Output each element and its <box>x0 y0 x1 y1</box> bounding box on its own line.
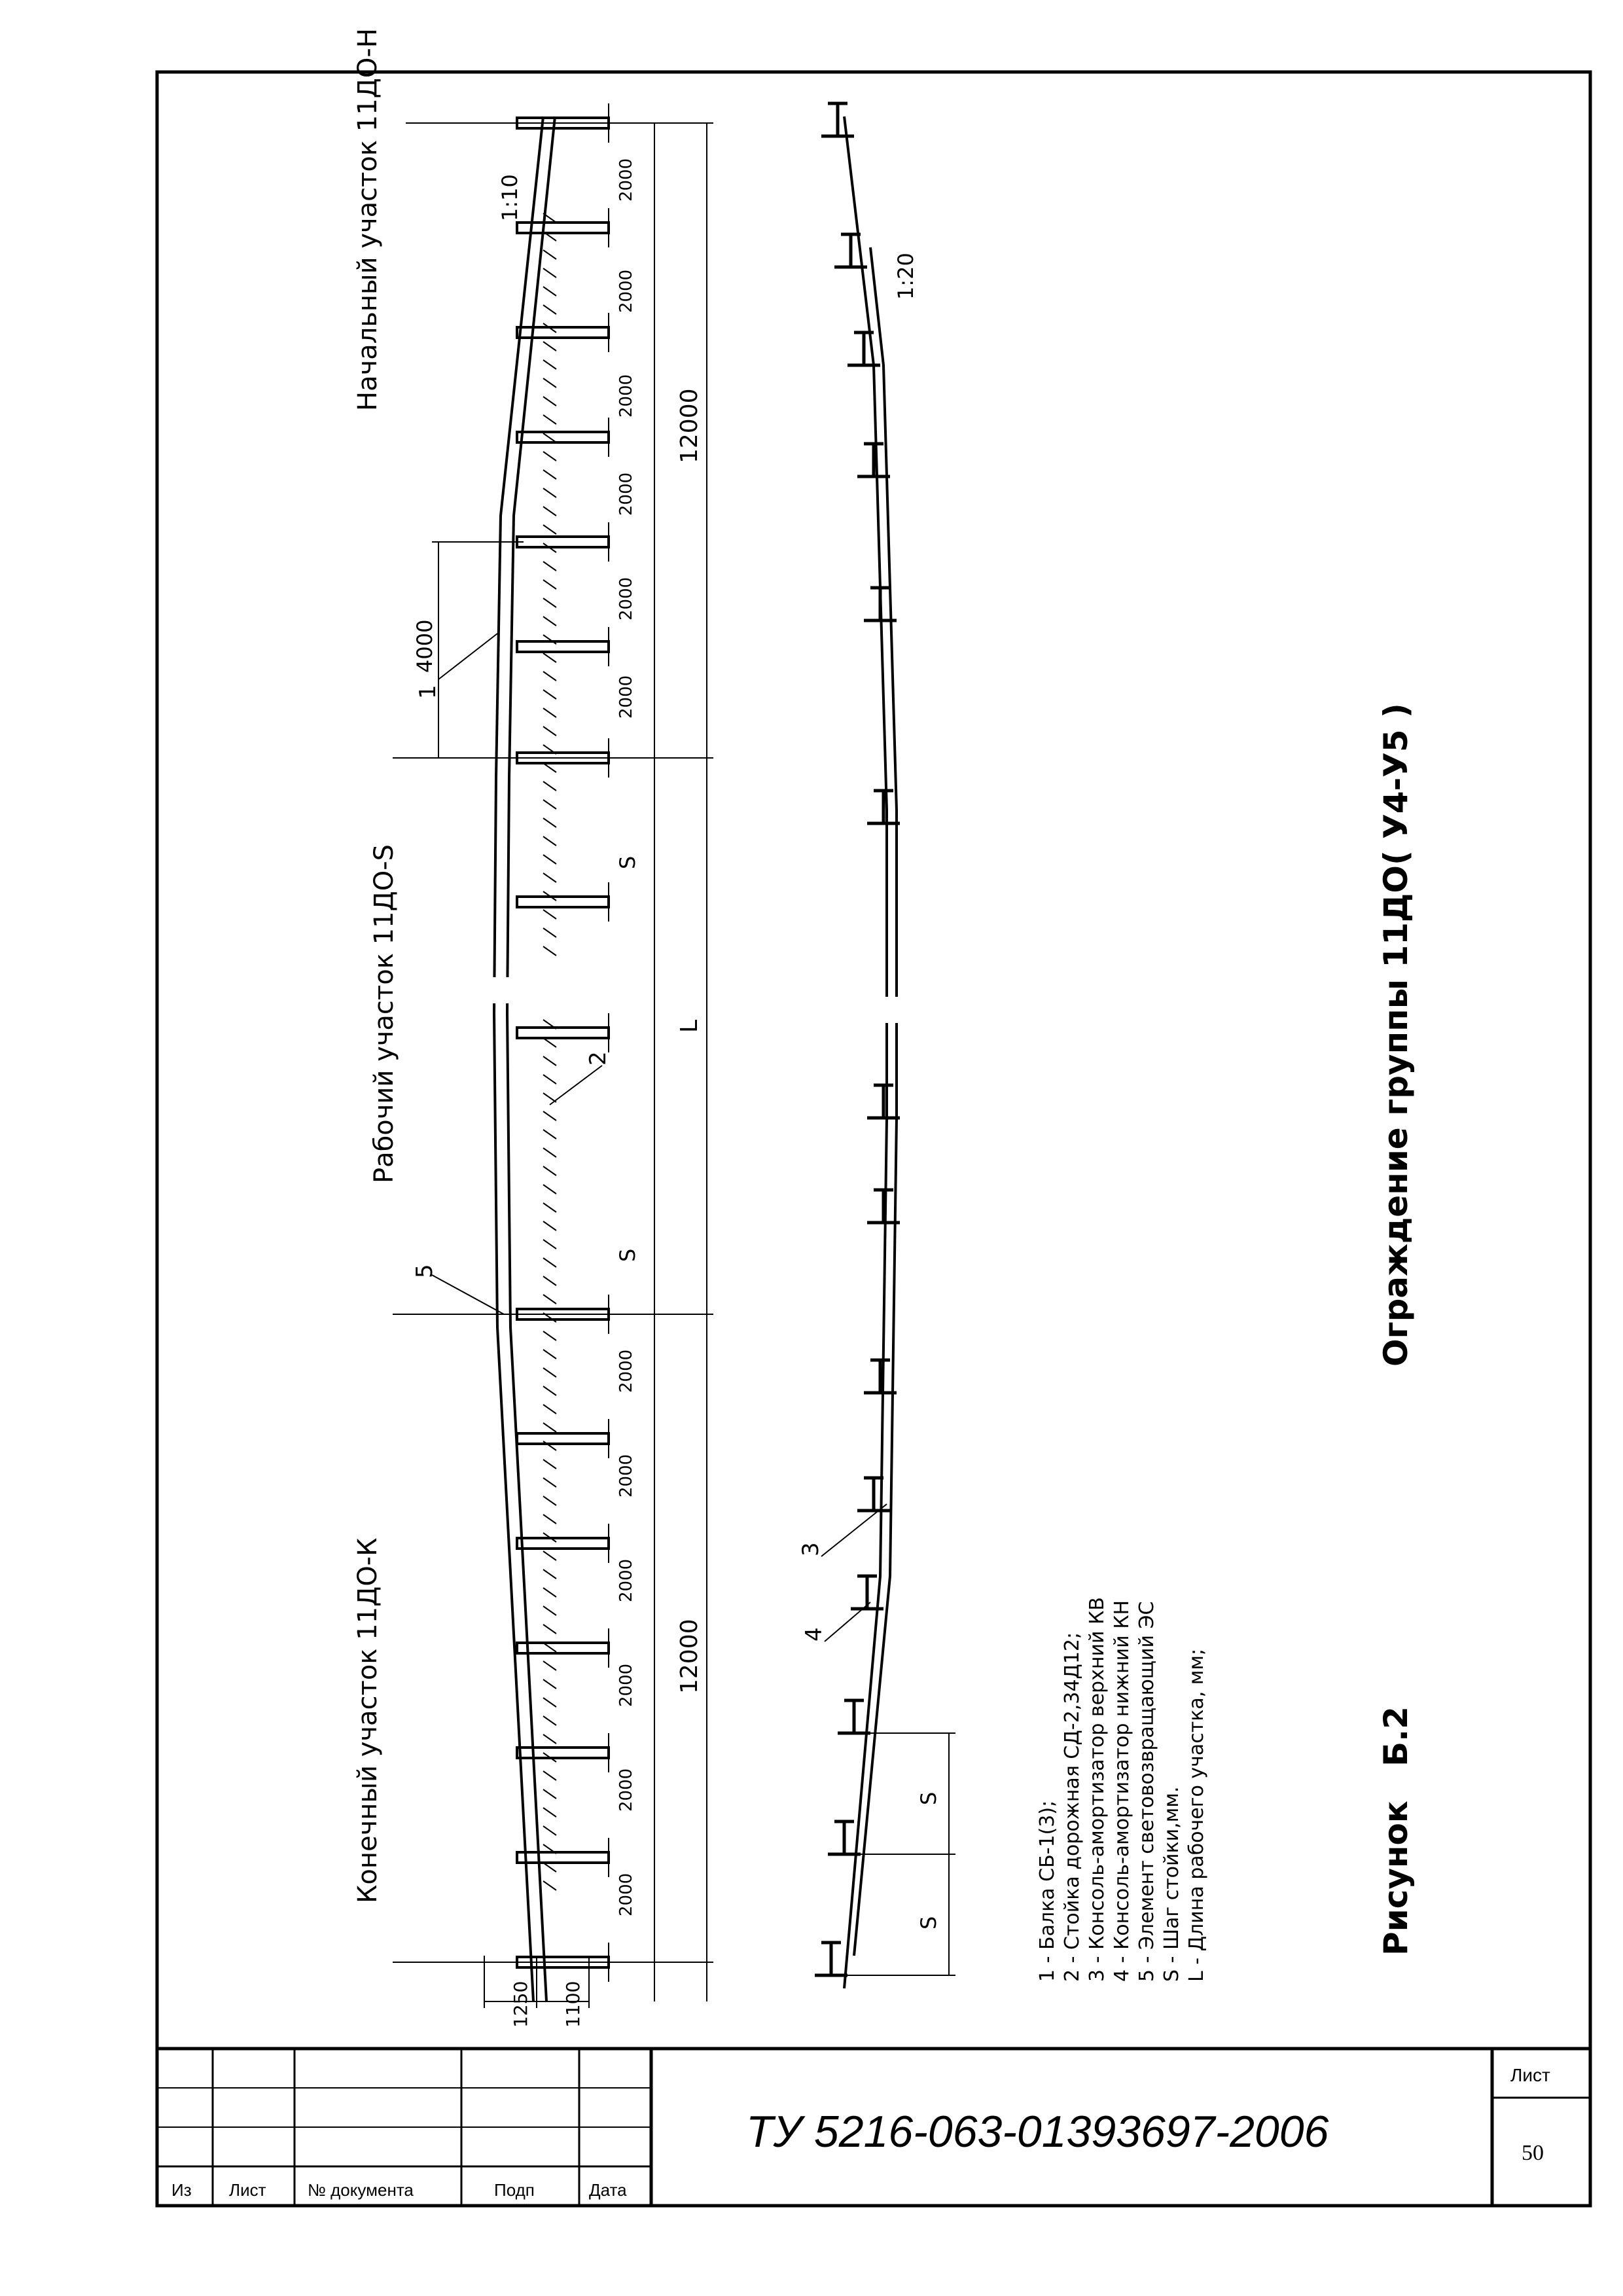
hatch-stroke <box>543 1551 556 1560</box>
tb-col-sign: Подп <box>494 2180 535 2200</box>
hatch-stroke <box>543 433 556 442</box>
post <box>517 432 609 442</box>
hatch-stroke <box>543 507 556 516</box>
hatch-stroke <box>543 855 556 864</box>
doc-number: ТУ 5216-063-01393697-2006 <box>746 2107 1329 2157</box>
hatch-stroke <box>543 1240 556 1249</box>
hatch-stroke <box>543 1130 556 1139</box>
legend-line: S - Шаг стойки,мм. <box>1160 1786 1183 1982</box>
callout-leader-3 <box>821 1504 887 1556</box>
slope-upper: 1:10 <box>497 174 522 221</box>
dim-height-1250: 1250 <box>510 1981 531 2028</box>
callout-leader-4 <box>825 1602 870 1641</box>
hatch-stroke <box>543 763 556 772</box>
legend <box>1036 1597 1208 1982</box>
hatch-stroke <box>543 397 556 406</box>
hatch-stroke <box>543 928 556 937</box>
post <box>517 1538 609 1549</box>
pitch-label: 2000 <box>616 675 636 719</box>
pitch-label: 2000 <box>616 1873 636 1916</box>
hatch-stroke <box>543 1789 556 1799</box>
pitch-label: 2000 <box>616 1349 636 1393</box>
hatch-stroke <box>543 525 556 534</box>
hatch-stroke <box>543 580 556 589</box>
label-end-section: Конечный участок 11ДО-К <box>353 1537 383 1903</box>
elevation-post <box>847 332 880 365</box>
pitch-label: 2000 <box>616 374 636 418</box>
post <box>517 641 609 652</box>
hatch-stroke <box>543 1643 556 1652</box>
callout-leader-1 <box>438 634 497 679</box>
hatch-stroke <box>543 1276 556 1285</box>
pitch-label: 2000 <box>616 472 636 516</box>
hatch-stroke <box>543 1405 556 1414</box>
hatch-stroke <box>543 1258 556 1267</box>
end-pitch-labels <box>616 1350 636 1916</box>
hatch-stroke <box>543 305 556 314</box>
hatch-stroke <box>543 1331 556 1340</box>
hatch-stroke <box>543 1716 556 1725</box>
hatch-stroke <box>543 1734 556 1744</box>
hatch-stroke <box>543 1478 556 1487</box>
hatch-stroke <box>543 873 556 882</box>
hatch-stroke <box>543 1771 556 1780</box>
dim-total-start: 12000 <box>676 388 703 463</box>
hatch-stroke <box>543 726 556 736</box>
hatch-stroke <box>543 1515 556 1524</box>
hatch-stroke <box>543 1826 556 1835</box>
pitch-label: 2000 <box>616 577 636 620</box>
hatch-stroke <box>543 653 556 662</box>
title-block <box>157 2049 1590 2206</box>
hatch-stroke <box>543 910 556 919</box>
hatch-stroke <box>543 488 556 497</box>
hatch-stroke <box>543 1203 556 1212</box>
dim-spacing-1: S <box>615 855 640 869</box>
pitch-label: 2000 <box>616 269 636 313</box>
elevation-post <box>821 103 854 136</box>
hatch-stroke <box>543 1350 556 1359</box>
hatch-stroke <box>543 1570 556 1579</box>
hatch-stroke <box>543 1588 556 1597</box>
figure-label: Рисунок Б.2 <box>1377 1706 1415 1956</box>
label-start-section: Начальный участок 11ДО-Н <box>353 28 383 411</box>
elevation-post <box>815 1943 847 1975</box>
post <box>517 1028 609 1038</box>
pitch-label: 2000 <box>616 158 636 202</box>
tb-col-izm: Из <box>171 2180 192 2200</box>
label-working-section: Рабочий участок 11ДО-S <box>369 844 399 1183</box>
slope-lower: 1:20 <box>893 253 918 300</box>
tb-col-doc: № документа <box>308 2180 414 2200</box>
callout-1: 1 <box>415 685 441 699</box>
pitch-label: 2000 <box>616 1454 636 1498</box>
hatch-stroke <box>543 1679 556 1689</box>
hatch-stroke <box>543 1221 556 1230</box>
elevation-post <box>838 1700 870 1733</box>
beam-break <box>484 977 524 1003</box>
hatch-stroke <box>543 1606 556 1615</box>
hatch-stroke <box>543 378 556 387</box>
hatch-stroke <box>543 1863 556 1872</box>
dim-spacing-2: S <box>615 1248 640 1262</box>
plan-view <box>393 103 713 2008</box>
dim-height-1100: 1100 <box>562 1981 584 2028</box>
hatch-stroke <box>543 1148 556 1157</box>
beam-1 <box>494 117 543 2001</box>
hatch-stroke <box>543 1496 556 1505</box>
hatch-stroke <box>543 1185 556 1194</box>
hatch-stroke <box>543 342 556 351</box>
rotated-drawing <box>353 28 1415 2028</box>
hatch-stroke <box>543 360 556 369</box>
hatch-stroke <box>543 268 556 278</box>
pitch-label: 2000 <box>616 1558 636 1602</box>
hatch-stroke <box>543 1808 556 1817</box>
hatch-stroke <box>543 415 556 424</box>
hatch-stroke <box>543 1056 556 1066</box>
hatch-stroke <box>543 1295 556 1304</box>
post <box>517 1643 609 1653</box>
callout-5: 5 <box>412 1264 438 1278</box>
dim-total-end: 12000 <box>676 1619 703 1694</box>
hatch-stroke <box>543 690 556 699</box>
callout-2: 2 <box>585 1051 611 1066</box>
legend-line: L - Длина рабочего участка, мм; <box>1185 1648 1208 1982</box>
sheet-label: Лист <box>1510 2065 1550 2085</box>
hatch-stroke <box>543 617 556 626</box>
legend-line: 4 - Консоль-амортизатор нижний КН <box>1111 1600 1133 1982</box>
pitch-label: 2000 <box>616 1663 636 1707</box>
hatch-stroke <box>543 1038 556 1047</box>
post <box>517 1852 609 1863</box>
tb-col-list: Лист <box>229 2180 266 2200</box>
post <box>517 1433 609 1444</box>
sheet-number: 50 <box>1522 2141 1544 2165</box>
elevation-break <box>877 997 903 1023</box>
tb-col-date: Дата <box>589 2180 627 2200</box>
hatch-stroke <box>543 1881 556 1890</box>
hatch-stroke <box>543 1368 556 1377</box>
start-pitch-labels <box>616 158 636 719</box>
callout-leader-2 <box>550 1066 602 1105</box>
hatch-stroke <box>543 1075 556 1084</box>
callout-4: 4 <box>801 1627 827 1641</box>
hatch-stroke <box>543 818 556 827</box>
elevation-rail <box>844 117 887 1988</box>
hatch-stroke <box>543 1698 556 1707</box>
elev-spacing-2: S <box>916 1791 941 1805</box>
post <box>517 897 609 907</box>
legend-line: 2 - Стойка дорожная СД-2,34Д12; <box>1061 1632 1084 1982</box>
hatch-stroke <box>543 1460 556 1469</box>
hatch-stroke <box>543 1624 556 1634</box>
hatch-stroke <box>543 946 556 956</box>
hatch-stroke <box>543 287 556 296</box>
hatch-stroke <box>543 672 556 681</box>
legend-line: 3 - Консоль-амортизатор верхний КВ <box>1086 1597 1109 1982</box>
hatch-stroke <box>543 781 556 791</box>
hatch-stroke <box>543 1661 556 1670</box>
hatch-stroke <box>543 452 556 461</box>
post <box>517 1748 609 1758</box>
elev-spacing-1: S <box>916 1916 941 1929</box>
hatch-stroke <box>543 708 556 717</box>
pitch-label: 2000 <box>616 1768 636 1812</box>
legend-line: 1 - Балка СБ-1(3); <box>1036 1800 1059 1982</box>
hatch-stroke <box>543 1386 556 1395</box>
hatch-stroke <box>543 1423 556 1432</box>
hatch-stroke <box>543 250 556 259</box>
callout-leader-5 <box>432 1275 504 1314</box>
hatch-stroke <box>543 562 556 571</box>
elevation-view <box>798 103 955 1988</box>
figure-title: Ограждение группы 11ДО( У4-У5 ) <box>1377 703 1415 1367</box>
post <box>517 327 609 338</box>
dim-offset-4000: 4000 <box>412 619 437 673</box>
ground-hatch <box>543 213 556 1890</box>
hatch-stroke <box>543 598 556 607</box>
legend-line: 5 - Элемент световозвращающий ЭС <box>1135 1601 1158 1982</box>
hatch-stroke <box>543 470 556 479</box>
hatch-stroke <box>543 800 556 809</box>
dim-length-L: L <box>676 1019 703 1033</box>
hatch-stroke <box>543 1111 556 1121</box>
callout-3: 3 <box>798 1542 824 1556</box>
elevation-post <box>867 1085 900 1118</box>
hatch-stroke <box>543 836 556 846</box>
post <box>517 537 609 547</box>
hatch-stroke <box>543 1166 556 1175</box>
